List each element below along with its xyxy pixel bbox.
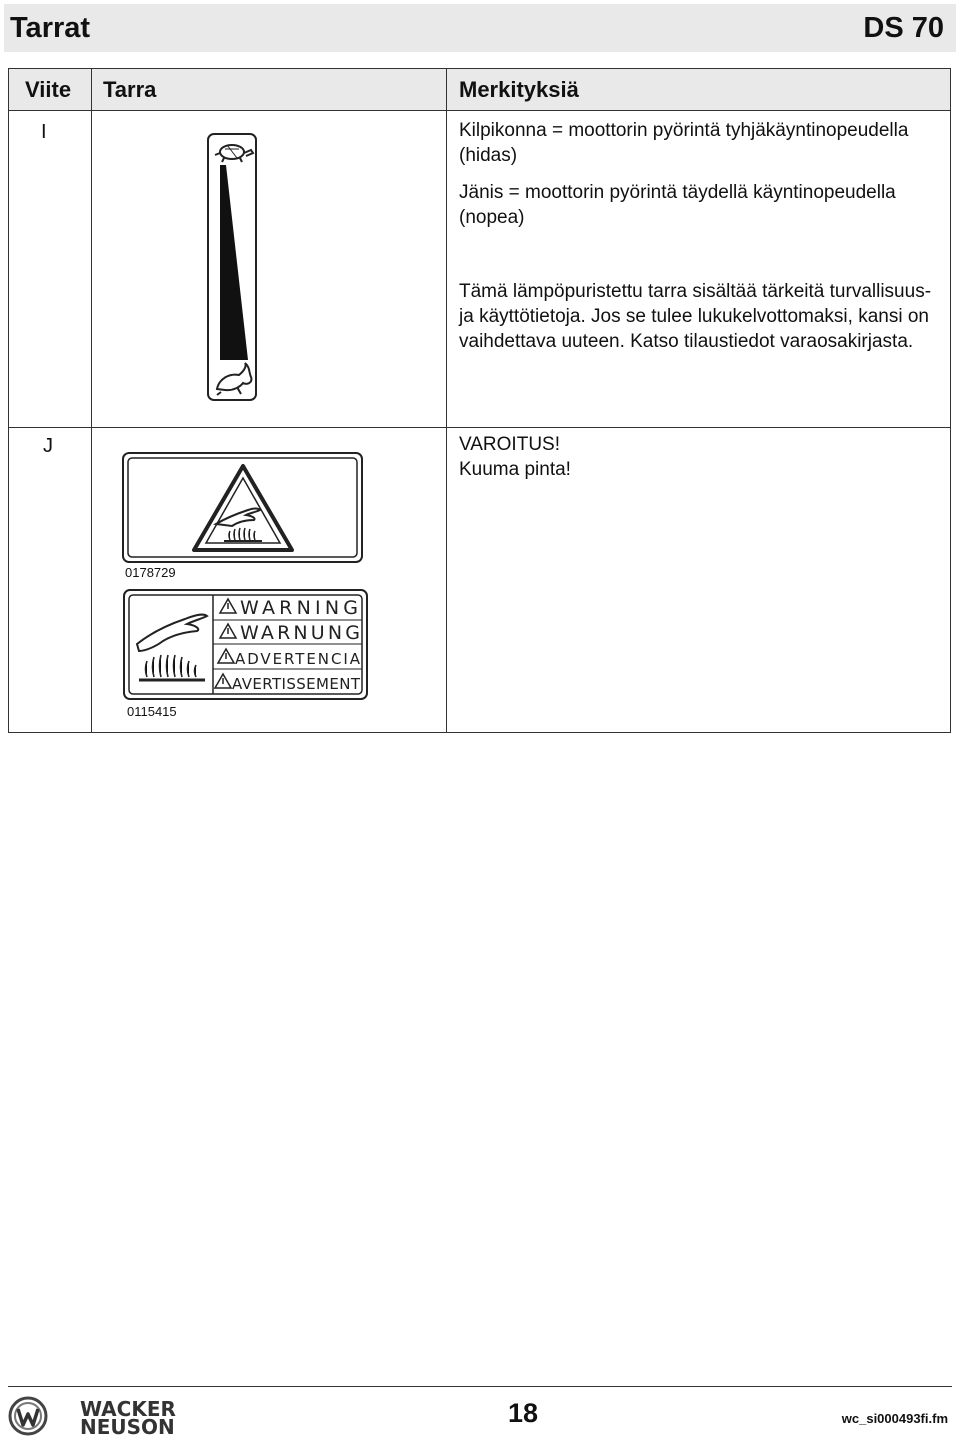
- labels-table: [8, 68, 951, 733]
- warning-word: WARNUNG: [240, 622, 360, 644]
- model-name: DS 70: [863, 12, 944, 44]
- meaning-paragraph: Kuuma pinta!: [459, 459, 571, 480]
- column-divider: [91, 69, 92, 732]
- row-meaning: [459, 432, 939, 482]
- page-header: [4, 4, 956, 52]
- brand-line: WACKER: [80, 1397, 176, 1421]
- table-header: [9, 69, 950, 111]
- meaning-paragraph: Jänis = moottorin pyörintä täydellä käyntinopeudella (nopea): [459, 182, 896, 228]
- throttle-speed-label: [207, 133, 259, 403]
- footer-rule: [8, 1386, 952, 1387]
- column-header-meaning: Merkityksiä: [459, 77, 579, 102]
- page-number: 18: [508, 1398, 539, 1428]
- hot-surface-label: [122, 452, 364, 564]
- row-divider: [9, 427, 950, 428]
- wacker-neuson-logo-icon: [8, 1396, 48, 1436]
- warning-word: WARNING: [240, 597, 358, 619]
- brand-line: NEUSON: [80, 1415, 175, 1439]
- file-name: wc_si000493fi.fm: [841, 1411, 948, 1426]
- column-header-label: Tarra: [103, 77, 157, 102]
- warning-word: AVERTISSEMENT: [232, 675, 360, 693]
- brand-wordmark: [80, 1397, 176, 1439]
- page-title: Tarrat: [10, 12, 91, 44]
- label-part-number: 0178729: [125, 565, 176, 580]
- row-ref: I: [41, 121, 47, 143]
- meaning-paragraph: Kilpikonna = moottorin pyörintä tyhjäkäyntinopeudella (hidas): [459, 120, 909, 166]
- meaning-paragraph: VAROITUS!: [459, 434, 560, 455]
- meaning-paragraph: Tämä lämpöpuristettu tarra sisältää tärkeitä turvallisuus- ja käyttötietoja. Jos se tulee lukukelvottomaksi, kansi on vaihdettava uuteen. Katso tilaustiedot varaosakirjasta.: [459, 281, 932, 352]
- column-divider: [446, 69, 447, 732]
- row-meaning: [459, 118, 939, 354]
- warning-word: ADVERTENCIA: [235, 650, 360, 668]
- row-ref: J: [43, 435, 53, 457]
- column-header-ref: Viite: [25, 77, 72, 102]
- label-part-number: 0115415: [127, 704, 177, 719]
- multilingual-warning-label: [123, 589, 369, 701]
